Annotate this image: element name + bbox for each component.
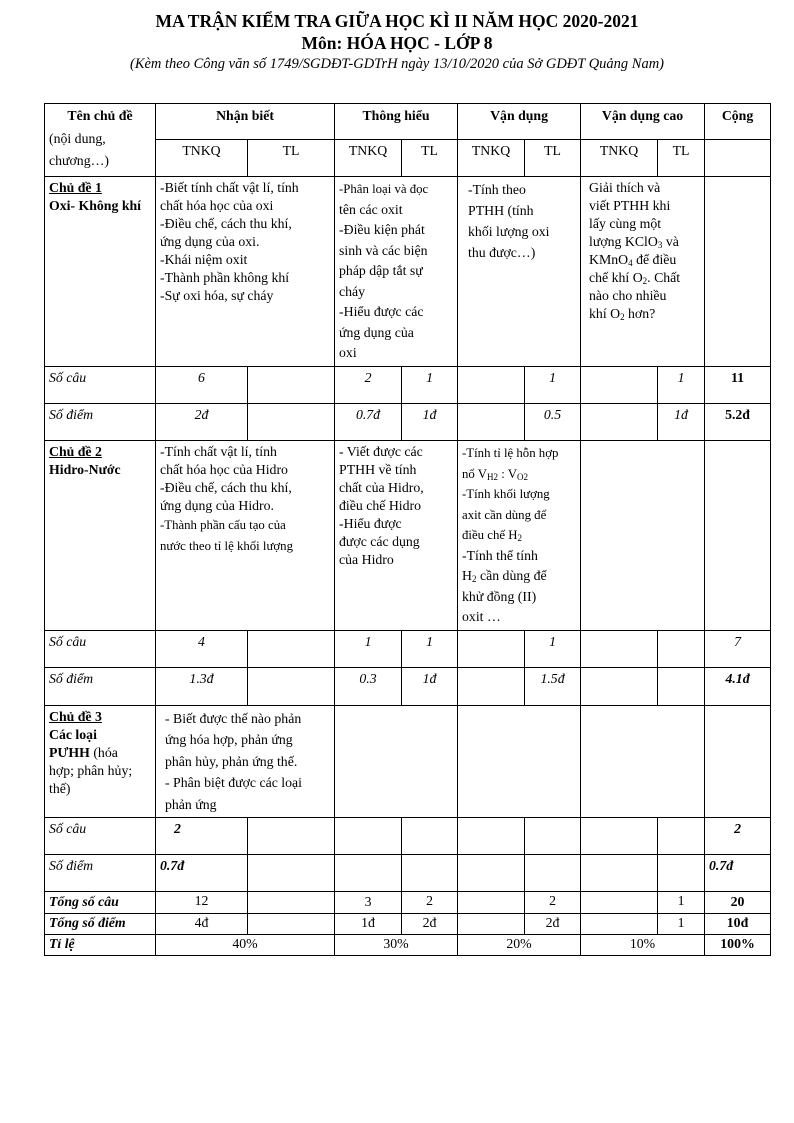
topic3-name-cell — [45, 705, 156, 818]
text-line: ứng dụng của Hidro. — [160, 498, 274, 513]
text-line: phân hủy, phản ứng thế. — [165, 753, 298, 769]
topic2-application — [458, 441, 581, 631]
text-line: -Thành phần cấu tạo của — [160, 518, 286, 532]
topic3-name: Chủ đề 3 — [49, 708, 102, 724]
text-line: $H_2$ cần dùng để — [462, 568, 547, 584]
empty-cell — [581, 914, 658, 935]
tnkq-header: TNKQ — [458, 140, 525, 177]
value-cell: 10% — [581, 935, 705, 956]
text-line: oxit … — [462, 609, 501, 624]
text-line: thế) — [49, 780, 71, 796]
text-line: PTHH (tính — [468, 203, 534, 218]
topic2-score-row — [45, 667, 771, 705]
text-line: được các dụng — [339, 534, 420, 549]
value-cell: 3 — [335, 892, 402, 914]
topic2-recognition — [156, 441, 335, 631]
text-line: viết PTHH khi — [589, 198, 671, 213]
text-line: ứng dụng của oxi. — [160, 234, 260, 249]
value-cell: 2 — [156, 818, 248, 855]
topic3-recognition — [156, 705, 335, 818]
empty-cell — [705, 140, 771, 177]
empty-cell — [458, 855, 525, 892]
row-label: Số câu — [45, 630, 156, 667]
topic3-desc: PƯHH (hóa — [49, 744, 118, 760]
value-cell: 40% — [156, 935, 335, 956]
row-label: Số điểm — [45, 667, 156, 705]
tl-header: TL — [658, 140, 705, 177]
empty-cell — [335, 855, 402, 892]
tnkq-header: TNKQ — [335, 140, 402, 177]
empty-cell — [658, 630, 705, 667]
empty-cell — [458, 892, 525, 914]
text-line: axit cần dùng để — [462, 507, 547, 522]
text-line: PTHH về tính — [339, 462, 417, 477]
topic2-name: Chủ đề 2 — [49, 444, 102, 459]
text-line: lượng KClO$_3$ và — [589, 234, 679, 250]
text-line: của Hidro — [339, 552, 394, 567]
value-cell: 100% — [705, 935, 771, 956]
topic1-name-cell — [45, 177, 156, 367]
value-cell: 2 — [335, 367, 402, 404]
text-line: khử đồng (II) — [462, 588, 537, 604]
text-line: lấy cùng một — [589, 216, 662, 231]
empty-cell — [248, 818, 335, 855]
text-line: - Viết được các — [339, 444, 423, 459]
text-line: điều chế $H_2$ — [462, 528, 522, 543]
empty-cell — [581, 630, 658, 667]
topic1-understanding — [335, 177, 458, 367]
empty-cell — [581, 705, 705, 818]
value-cell: 1.3đ — [156, 667, 248, 705]
empty-cell — [402, 818, 458, 855]
empty-cell — [458, 630, 525, 667]
empty-cell — [458, 404, 525, 441]
empty-cell — [248, 630, 335, 667]
level-application: Vận dụng — [458, 104, 581, 140]
topic1-recognition — [156, 177, 335, 367]
text-line: -Hiểu được các — [339, 304, 424, 319]
text-line: -Biết tính chất vật lí, tính — [160, 180, 299, 195]
value-cell: 1đ — [335, 914, 402, 935]
value-cell: 1đ — [402, 667, 458, 705]
topic1-score-row — [45, 404, 771, 441]
text-line: cháy — [339, 283, 366, 299]
text-line: -Phân loại và đọc — [339, 182, 429, 196]
value-cell: 20 — [705, 892, 771, 914]
empty-cell — [705, 177, 771, 367]
text-line: chất hóa học của Hidro — [160, 462, 288, 477]
topic2-question-count-row — [45, 630, 771, 667]
empty-cell — [458, 705, 581, 818]
text-line: thu được…) — [468, 245, 536, 260]
empty-cell — [335, 818, 402, 855]
value-cell: 4đ — [156, 914, 248, 935]
value-cell: 7 — [705, 630, 771, 667]
text-line: nào cho nhiều — [589, 288, 667, 303]
total-header: Cộng — [705, 104, 771, 140]
text-line: - Phân biệt được các loại — [165, 775, 302, 790]
text-line: phản ứng — [165, 796, 217, 812]
value-cell: 4 — [156, 630, 248, 667]
value-cell: 1đ — [658, 404, 705, 441]
text-line: chất hóa học của oxi — [160, 198, 274, 213]
value-cell: 0.5 — [525, 404, 581, 441]
empty-cell — [581, 404, 658, 441]
value-cell: 1 — [525, 630, 581, 667]
value-cell: 1.5đ — [525, 667, 581, 705]
topic1-advanced-application — [581, 177, 705, 367]
value-cell: 1 — [525, 367, 581, 404]
value-cell: 6 — [156, 367, 248, 404]
tl-header: TL — [248, 140, 335, 177]
value-cell: 0.7đ — [705, 855, 771, 892]
empty-cell — [581, 855, 658, 892]
text-line: -Khái niệm oxit — [160, 252, 248, 267]
tnkq-header: TNKQ — [581, 140, 658, 177]
empty-cell — [658, 818, 705, 855]
empty-cell — [705, 705, 771, 818]
header-row — [45, 104, 771, 140]
tnkq-header: TNKQ — [156, 140, 248, 177]
document-note: (Kèm theo Công văn số 1749/SGDĐT-GDTrH ngày 13/10/2020 của Sở GDĐT Quảng Nam) — [129, 56, 665, 72]
text-line: -Tính tỉ lệ hỗn hợp — [462, 446, 559, 460]
value-cell: 30% — [335, 935, 458, 956]
text-line: oxi — [339, 345, 357, 360]
value-cell: 2đ — [525, 914, 581, 935]
text-line: khối lượng oxi — [468, 224, 550, 239]
empty-cell — [248, 667, 335, 705]
value-cell: 1 — [402, 367, 458, 404]
text-line: -Điều chế, cách thu khí, — [160, 216, 292, 231]
text-line: tên các oxit — [339, 201, 403, 217]
level-understanding: Thông hiểu — [335, 104, 458, 140]
text-line: -Tính thể tính — [462, 547, 538, 563]
topic2-understanding — [335, 441, 458, 631]
value-cell: 12 — [156, 892, 248, 914]
topic3-row — [45, 705, 771, 818]
empty-cell — [402, 855, 458, 892]
row-label: Số câu — [45, 367, 156, 404]
text-line: - Biết được thế nào phản — [165, 710, 302, 726]
empty-cell — [525, 818, 581, 855]
row-label: Tổng số câu — [45, 892, 156, 914]
level-advanced-application: Vận dụng cao — [581, 104, 705, 140]
empty-cell — [658, 667, 705, 705]
empty-cell — [581, 667, 658, 705]
topic3-score-row — [45, 855, 771, 892]
value-cell: 1 — [402, 630, 458, 667]
text-line: ứng dụng của — [339, 324, 414, 340]
value-cell: 1 — [658, 367, 705, 404]
row-label: Số câu — [45, 818, 156, 855]
total-question-count-row — [45, 892, 771, 914]
row-label: Tỉ lệ — [45, 935, 156, 956]
text-line: nước theo tỉ lệ khối lượng — [160, 539, 293, 553]
text-line: pháp dập tắt sự — [339, 263, 423, 278]
value-cell: 2đ — [156, 404, 248, 441]
topic-header-cell — [45, 104, 156, 177]
topic2-title: Hidro-Nước — [49, 462, 121, 477]
value-cell: 1 — [658, 914, 705, 935]
text-line: KMnO$_4$ để điều — [589, 252, 677, 268]
empty-cell — [248, 914, 335, 935]
text-line: -Thành phần không khí — [160, 270, 290, 285]
topic1-row — [45, 177, 771, 367]
text-line: ứng hóa hợp, phản ứng — [165, 732, 293, 747]
empty-cell — [658, 855, 705, 892]
empty-cell — [458, 367, 525, 404]
text-line: Giải thích và — [589, 180, 661, 195]
text-line: chế khí $O_2$. Chất — [589, 270, 681, 286]
topic1-application — [458, 177, 581, 367]
topic2-row — [45, 441, 771, 631]
value-cell: 1 — [658, 892, 705, 914]
topic2-name-cell — [45, 441, 156, 631]
text-line: -Tính theo — [468, 182, 526, 197]
value-cell: 10đ — [705, 914, 771, 935]
empty-cell — [335, 705, 458, 818]
total-score-row — [45, 914, 771, 935]
text-line: -Sự oxi hóa, sự cháy — [160, 288, 274, 303]
empty-cell — [458, 818, 525, 855]
text-line: hợp; phân hủy; — [49, 762, 133, 778]
text-line: khí $O_2$ hơn? — [589, 306, 656, 322]
document-subject: Môn: HÓA HỌC - LỚP 8 — [301, 33, 493, 53]
value-cell: 20% — [458, 935, 581, 956]
empty-cell — [581, 818, 658, 855]
value-cell: 1đ — [402, 404, 458, 441]
row-label: Số điểm — [45, 404, 156, 441]
text-line: -Điều kiện phát — [339, 222, 425, 237]
empty-cell — [525, 855, 581, 892]
value-cell: 2đ — [402, 914, 458, 935]
row-label: Số điểm — [45, 855, 156, 892]
value-cell: 1 — [335, 630, 402, 667]
value-cell: 0.7đ — [156, 855, 248, 892]
empty-cell — [458, 914, 525, 935]
empty-cell — [248, 404, 335, 441]
value-cell: 0.7đ — [335, 404, 402, 441]
topic1-title: Oxi- Không khí — [49, 198, 142, 213]
value-cell: 2 — [705, 818, 771, 855]
tl-header: TL — [525, 140, 581, 177]
value-cell: 4.1đ — [705, 667, 771, 705]
text-line: -Điều chế, cách thu khí, — [160, 480, 292, 495]
empty-cell — [248, 855, 335, 892]
topic3-question-count-row — [45, 818, 771, 855]
topic3-title: Các loại — [49, 726, 97, 742]
topic-header: Tên chủ đề — [67, 108, 133, 123]
empty-cell — [458, 667, 525, 705]
exam-matrix-table — [44, 103, 771, 956]
row-label: Tổng số điểm — [45, 914, 156, 935]
topic1-name: Chủ đề 1 — [49, 180, 102, 195]
ratio-row — [45, 935, 771, 956]
empty-cell — [248, 367, 335, 404]
tl-header: TL — [402, 140, 458, 177]
level-recognition: Nhận biết — [156, 104, 335, 140]
document-title: MA TRẬN KIỂM TRA GIỮA HỌC KÌ II NĂM HỌC 2020-2021 — [155, 11, 639, 31]
value-cell: 2 — [402, 892, 458, 914]
topic1-question-count-row — [45, 367, 771, 404]
empty-cell — [248, 892, 335, 914]
text-line: -Tính chất vật lí, tính — [160, 444, 277, 459]
text-line: sinh và các biện — [339, 242, 428, 258]
value-cell: 2 — [525, 892, 581, 914]
empty-cell — [581, 367, 658, 404]
text-line: nổ $V_{H2}$ : $V_{O2}$ — [462, 466, 529, 482]
value-cell: 11 — [705, 367, 771, 404]
value-cell: 0.3 — [335, 667, 402, 705]
text-line: chất của Hidro, — [339, 480, 424, 495]
text-line: điều chế Hidro — [339, 498, 422, 513]
empty-cell — [581, 441, 705, 631]
empty-cell — [581, 892, 658, 914]
text-line: -Hiểu được — [339, 516, 402, 531]
text-line: -Tính khối lượng — [462, 487, 550, 501]
topic-header-sub: (nội dung, chương…) — [49, 131, 109, 168]
empty-cell — [705, 441, 771, 631]
value-cell: 5.2đ — [705, 404, 771, 441]
